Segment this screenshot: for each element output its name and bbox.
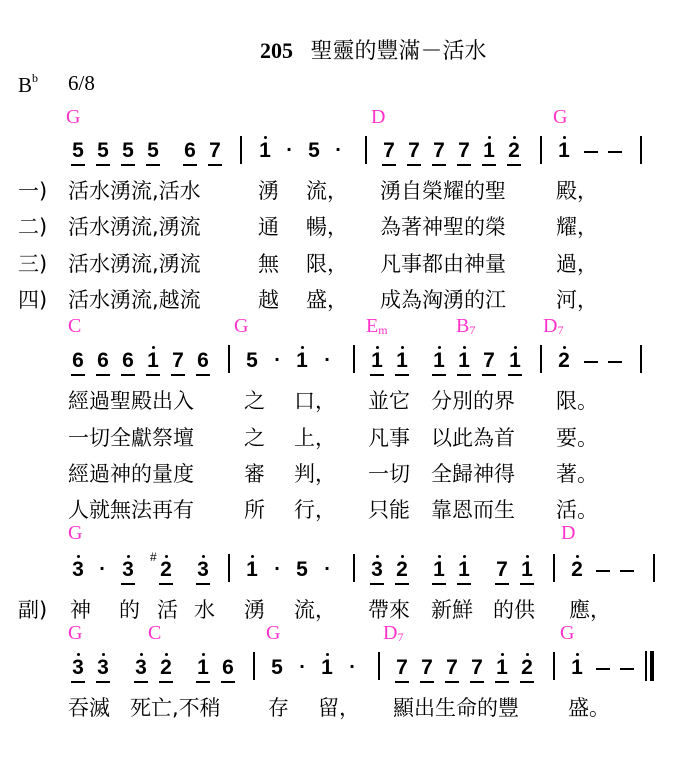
final-barline-thin — [645, 651, 647, 681]
lyric: 應， — [569, 598, 611, 622]
note: 1 — [259, 139, 271, 162]
lyric: 限， — [306, 252, 348, 276]
note: 1 — [483, 139, 495, 162]
barline — [228, 554, 230, 582]
note: 6 — [222, 656, 234, 679]
lyric: 的 — [119, 598, 140, 622]
barline — [540, 345, 542, 373]
barline — [640, 136, 642, 164]
note: 2 — [508, 139, 520, 162]
note: 5 — [271, 656, 283, 679]
flat-sign: b — [32, 71, 39, 85]
lyric: 判， — [294, 462, 336, 486]
note: 1 — [496, 656, 508, 679]
lyric: 經過聖殿出入 — [68, 389, 194, 413]
lyric: 神 — [70, 598, 91, 622]
dash — [620, 570, 634, 572]
lyric: 人就無法再有 — [68, 498, 194, 522]
note: 1 — [396, 349, 408, 372]
note: 5 — [72, 139, 84, 162]
lyric: 河， — [556, 288, 598, 312]
dot: · — [99, 559, 106, 578]
lyric: 死亡,不稍 — [130, 696, 221, 720]
lyric: 只能 — [368, 498, 410, 522]
verse-label: 一) — [18, 179, 48, 203]
chord-symbol: C — [148, 622, 162, 644]
barline — [353, 554, 355, 582]
final-barline-thick — [650, 651, 654, 681]
dash — [596, 570, 610, 572]
note: 3 — [122, 558, 134, 581]
lyric: 水 — [194, 598, 215, 622]
lyric: 留， — [318, 696, 360, 720]
note: 2 — [160, 656, 172, 679]
barline — [228, 345, 230, 373]
chord-symbol: G — [68, 622, 83, 644]
lyric: 之 — [244, 426, 265, 450]
lyric: 殿， — [556, 179, 598, 203]
note: 3 — [72, 558, 84, 581]
dash — [596, 668, 610, 670]
barline — [240, 136, 242, 164]
dot: · — [324, 350, 331, 369]
dot: · — [335, 140, 342, 159]
dash — [620, 668, 634, 670]
barline — [378, 652, 380, 680]
note: 7 — [408, 139, 420, 162]
lyric: 通 — [258, 215, 279, 239]
lyric: 之 — [244, 389, 265, 413]
note: 1 — [433, 349, 445, 372]
chord-symbol: G — [66, 106, 81, 128]
note: 5 — [97, 139, 109, 162]
lyric: 湧 — [244, 598, 265, 622]
dot: · — [349, 657, 356, 676]
note: 1 — [521, 558, 533, 581]
lyric: 顯出生命的豐 — [393, 696, 519, 720]
lyric: 無 — [258, 252, 279, 276]
barline — [553, 652, 555, 680]
lyric: 盛。 — [568, 696, 610, 720]
note: 7 — [396, 656, 408, 679]
note: 2 — [558, 349, 570, 372]
lyric: 存 — [268, 696, 289, 720]
chord-symbol: G — [266, 622, 281, 644]
note: 7 — [471, 656, 483, 679]
barline — [653, 554, 655, 582]
note: 7 — [446, 656, 458, 679]
note: 6 — [184, 139, 196, 162]
lyric: 行， — [294, 498, 336, 522]
chord-symbol: C — [68, 315, 82, 337]
chord-symbol: $B_7$ — [456, 315, 476, 337]
note: 1 — [458, 349, 470, 372]
note: 3 — [371, 558, 383, 581]
song-number: 205 — [260, 38, 293, 63]
note: 1 — [147, 349, 159, 372]
lyric: 凡事都由神量 — [380, 252, 506, 276]
note: 7 — [458, 139, 470, 162]
lyric: 盛， — [306, 288, 348, 312]
lyric: 越 — [258, 288, 279, 312]
note: 6 — [122, 349, 134, 372]
dash — [584, 361, 598, 363]
note: 2 — [571, 558, 583, 581]
note: 5 — [122, 139, 134, 162]
dot: · — [286, 140, 293, 159]
note: 6 — [97, 349, 109, 372]
lyric: 以此為首 — [431, 426, 515, 450]
chord-symbol: G — [553, 106, 568, 128]
chord-symbol: D — [561, 522, 576, 544]
chord-symbol: G — [560, 622, 575, 644]
lyric: 湧自榮耀的聖 — [380, 179, 506, 203]
lyric: 過， — [556, 252, 598, 276]
barline — [553, 554, 555, 582]
note: 1 — [509, 349, 521, 372]
lyric: 著。 — [556, 462, 598, 486]
verse-label: 四) — [18, 288, 48, 312]
key-letter: B — [18, 73, 33, 97]
dot: · — [324, 559, 331, 578]
chord-symbol: $E_m$ — [366, 315, 388, 337]
chord-symbol: $D_7$ — [383, 622, 404, 644]
song-title — [260, 34, 487, 65]
lyric: 一切全獻祭壇 — [68, 426, 194, 450]
lyric: 帶來 — [368, 598, 410, 622]
note: 7 — [483, 349, 495, 372]
chord-symbol: G — [234, 315, 249, 337]
note: 1 — [571, 656, 583, 679]
lyric: 審 — [244, 462, 265, 486]
lyric: 為著神聖的榮 — [380, 215, 506, 239]
lyric: 靠恩而生 — [431, 498, 515, 522]
chord-symbol: G — [68, 522, 83, 544]
note: 1 — [558, 139, 570, 162]
note: 3 — [72, 656, 84, 679]
barline — [353, 345, 355, 373]
verse-1 — [18, 175, 47, 205]
note: 7 — [433, 139, 445, 162]
note: 6 — [72, 349, 84, 372]
lyric: 限。 — [556, 389, 598, 413]
lyric: 經過神的量度 — [68, 462, 194, 486]
note-sharp: # 2 — [150, 550, 172, 581]
lyric: 上， — [294, 426, 336, 450]
dash — [608, 151, 622, 153]
note: 7 — [421, 656, 433, 679]
note: 5 — [296, 558, 308, 581]
key-signature — [18, 71, 38, 98]
lyric: 流， — [294, 598, 336, 622]
lyric: 的供 — [493, 598, 535, 622]
lyric: 口， — [294, 389, 336, 413]
barline — [540, 136, 542, 164]
dash — [584, 151, 598, 153]
note: 7 — [496, 558, 508, 581]
verse-label: 三) — [18, 252, 48, 276]
lyric: 暢， — [306, 215, 348, 239]
note: 1 — [433, 558, 445, 581]
lyric: 要。 — [556, 426, 598, 450]
note: 5 — [246, 349, 258, 372]
note: 1 — [371, 349, 383, 372]
song-name: 聖靈的豐滿－活水 — [310, 39, 487, 64]
note: 5 — [308, 139, 320, 162]
lyric: 活水湧流,活水 — [68, 179, 201, 203]
note: 7 — [209, 139, 221, 162]
lyric: 全歸神得 — [431, 462, 515, 486]
note: 1 — [296, 349, 308, 372]
note: 3 — [197, 558, 209, 581]
lyric: 凡事 — [368, 426, 410, 450]
note: 7 — [172, 349, 184, 372]
lyric: 成為洶湧的江 — [380, 288, 506, 312]
dot: · — [274, 559, 281, 578]
note: 1 — [246, 558, 258, 581]
dot: · — [299, 657, 306, 676]
note: 1 — [321, 656, 333, 679]
lyric: 活水湧流,越流 — [68, 288, 201, 312]
verse-label: 二) — [18, 215, 48, 239]
lyric: 吞滅 — [68, 696, 110, 720]
lyric: 耀， — [556, 215, 598, 239]
barline — [365, 136, 367, 164]
note: 1 — [197, 656, 209, 679]
lyric: 湧 — [258, 179, 279, 203]
lyric: 活。 — [556, 498, 598, 522]
note: 7 — [383, 139, 395, 162]
lyric: 並它 — [368, 389, 410, 413]
chord-symbol: $D_7$ — [543, 315, 564, 337]
lyric: 活 — [157, 598, 178, 622]
chord-symbol: D — [371, 106, 386, 128]
note: 2 — [396, 558, 408, 581]
lyric: 新鮮 — [431, 598, 473, 622]
refrain-label: 副) — [18, 598, 48, 622]
lyric: 分別的界 — [431, 389, 515, 413]
lyric: 一切 — [368, 462, 410, 486]
lyric: 所 — [244, 498, 265, 522]
note: 2 — [521, 656, 533, 679]
dot: · — [274, 350, 281, 369]
note: 5 — [147, 139, 159, 162]
barline — [640, 345, 642, 373]
lyric: 活水湧流,湧流 — [68, 215, 201, 239]
note: 6 — [197, 349, 209, 372]
time-signature: 6/8 — [68, 71, 95, 95]
note: 3 — [135, 656, 147, 679]
note: 1 — [458, 558, 470, 581]
barline — [253, 652, 255, 680]
lyric: 活水湧流,湧流 — [68, 252, 201, 276]
dash — [608, 361, 622, 363]
sharp-sign: # — [150, 550, 157, 564]
note: 3 — [97, 656, 109, 679]
lyric: 流， — [306, 179, 348, 203]
